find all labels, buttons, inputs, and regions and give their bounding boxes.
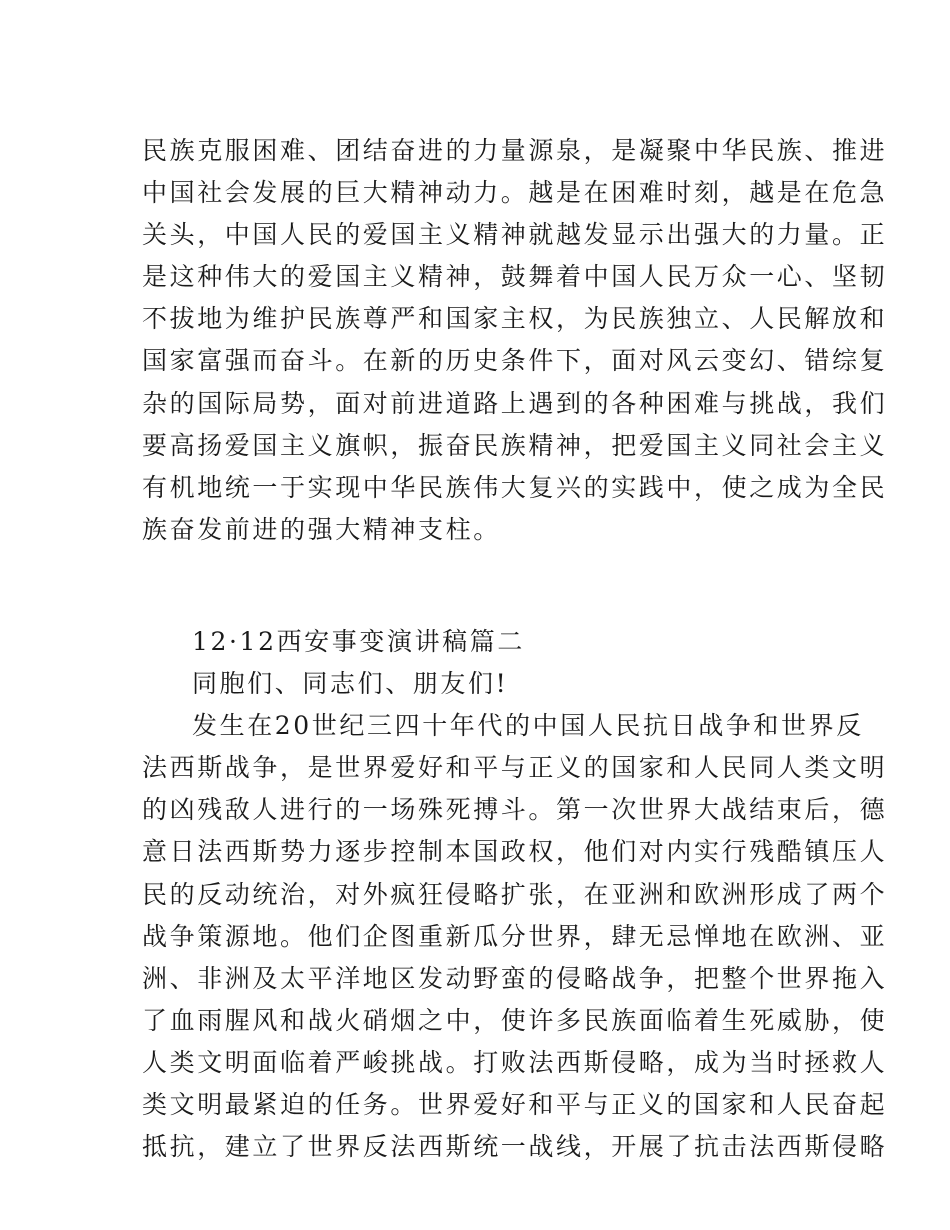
text-line: 有机地统一于实现中华民族伟大复兴的实践中，使之成为全民 bbox=[142, 472, 888, 502]
section-title: 12·12西安事变演讲稿篇二 bbox=[192, 626, 525, 656]
text-line: 战争策源地。他们企图重新瓜分世界，肆无忌惮地在欧洲、亚 bbox=[142, 921, 888, 951]
text-line: 了血雨腥风和战火硝烟之中，使许多民族面临着生死威胁，使 bbox=[142, 1005, 888, 1035]
text-line: 抵抗，建立了世界反法西斯统一战线，开展了抗击法西斯侵略 bbox=[142, 1132, 888, 1162]
text-line: 要高扬爱国主义旗帜，振奋民族精神，把爱国主义同社会主义 bbox=[142, 430, 888, 460]
text-line: 发生在20世纪三四十年代的中国人民抗日战争和世界反 bbox=[192, 711, 864, 741]
text-line: 不拔地为维护民族尊严和国家主权，为民族独立、人民解放和 bbox=[142, 304, 888, 334]
paragraph-patriotism bbox=[142, 130, 888, 551]
speech-greeting: 同胞们、同志们、朋友们! bbox=[192, 669, 509, 699]
paragraph-anti-fascist-war bbox=[142, 705, 888, 1168]
text-line: 关头，中国人民的爱国主义精神就越发显示出强大的力量。正 bbox=[142, 220, 888, 250]
text-line: 杂的国际局势，面对前进道路上遇到的各种困难与挑战，我们 bbox=[142, 388, 888, 418]
text-line: 国家富强而奋斗。在新的历史条件下，面对风云变幻、错综复 bbox=[142, 346, 888, 376]
text-line: 洲、非洲及太平洋地区发动野蛮的侵略战争，把整个世界拖入 bbox=[142, 963, 888, 993]
text-line: 民族克服困难、团结奋进的力量源泉，是凝聚中华民族、推进 bbox=[142, 136, 888, 165]
text-line: 是这种伟大的爱国主义精神，鼓舞着中国人民万众一心、坚韧 bbox=[142, 262, 888, 292]
text-line: 民的反动统治，对外疯狂侵略扩张，在亚洲和欧洲形成了两个 bbox=[142, 879, 888, 909]
text-line: 族奋发前进的强大精神支柱。 bbox=[142, 514, 501, 544]
text-line: 人类文明面临着严峻挑战。打败法西斯侵略，成为当时拯救人 bbox=[142, 1047, 888, 1077]
text-line: 的凶残敌人进行的一场殊死搏斗。第一次世界大战结束后，德 bbox=[142, 795, 888, 825]
text-line: 类文明最紧迫的任务。世界爱好和平与正义的国家和人民奋起 bbox=[142, 1089, 888, 1119]
document-page bbox=[142, 130, 888, 1168]
section-spacer bbox=[142, 551, 812, 621]
text-line: 中国社会发展的巨大精神动力。越是在困难时刻，越是在危急 bbox=[142, 178, 888, 208]
text-line: 法西斯战争，是世界爱好和平与正义的国家和人民同人类文明 bbox=[142, 753, 888, 783]
text-line: 意日法西斯势力逐步控制本国政权，他们对内实行残酷镇压人 bbox=[142, 837, 888, 867]
